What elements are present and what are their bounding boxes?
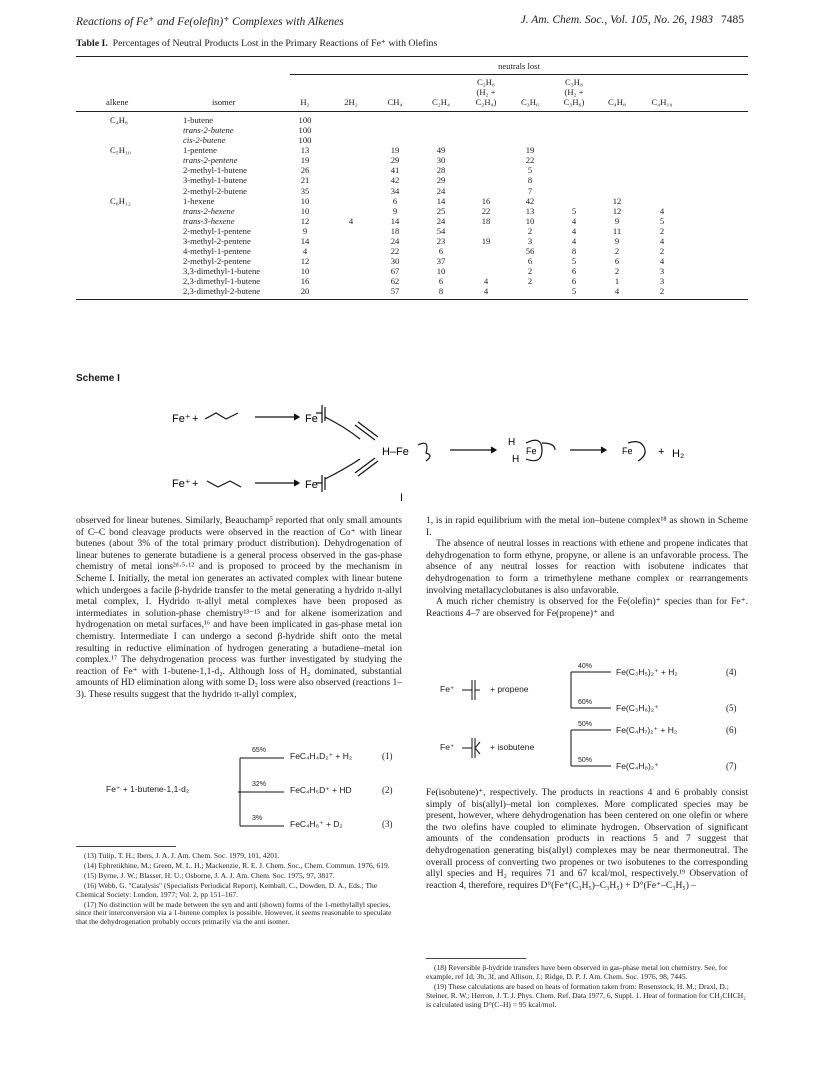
value-cell: 3	[659, 276, 665, 287]
value-cell: 35	[300, 185, 310, 196]
value-cell: 4	[571, 225, 577, 236]
fe-ion-top: Fe⁺	[172, 413, 191, 425]
value-cell: 13	[300, 145, 310, 156]
value-cell: 9	[302, 225, 308, 236]
body-right-continuation	[426, 788, 748, 892]
equation-number: (1)	[382, 751, 393, 761]
isomer-cell: 3-methyl-1-butene	[183, 175, 247, 186]
value-cell: 3	[659, 266, 665, 277]
footnote: (13) Tulip, T. H.; Ibers, J. A. J. Am. Chem. Soc. 1979, 101, 4201.	[84, 851, 280, 860]
value-cell: 4	[571, 235, 577, 246]
reactant-label: Fe⁺ + 1-butene-1,1-d₂	[106, 784, 190, 794]
fe-ion-label: Fe⁺	[440, 684, 455, 694]
plus-sign-bottom: +	[192, 478, 199, 490]
alkene-cell: C₆H₁₂	[110, 195, 131, 206]
branch-percent: 65%	[252, 747, 267, 754]
value-cell: 2	[659, 225, 665, 236]
branch-product: Fe(C₃H₅)₂⁺ + H₂	[616, 667, 678, 677]
value-cell: 54	[436, 225, 446, 236]
value-cell: 7	[527, 185, 533, 196]
value-cell: 29	[390, 155, 400, 166]
value-cell: 2	[527, 266, 533, 277]
footnote: (19) These calculations are based on heats of formation taken from: Rosenstock, H. M.; Draxl, D.; Steiner, R. W.; Herron, J. T. J. Phys. Chem. Ref. Data 1977, 6, Suppl. 1. Heat of formation for CH₃CHCH₂ is calculated using D°(C–H) = 95 kcal/mol.	[426, 981, 746, 1009]
isomer-cell: 2-methyl-2-pentene	[183, 256, 251, 267]
column-header: (H₂ +	[476, 87, 496, 97]
equation-number: (2)	[382, 785, 393, 795]
equation-number: (5)	[726, 703, 737, 713]
body-left-column	[76, 516, 402, 702]
value-cell: 30	[436, 155, 446, 166]
value-cell: 4	[659, 256, 665, 267]
value-cell: 6	[438, 276, 444, 287]
isomer-cell: 2-methyl-1-butene	[183, 165, 247, 176]
scheme-diagram	[150, 395, 710, 510]
value-cell: 37	[436, 256, 446, 267]
branch-percent: 50%	[578, 757, 593, 764]
isomer-cell: 1-butene	[183, 115, 214, 125]
isomer-cell: 4-methyl-1-pentene	[183, 246, 251, 257]
plus-sign-end: +	[658, 446, 665, 458]
value-cell: 42	[390, 175, 400, 186]
isomer-cell: 3-methyl-2-pentene	[183, 235, 251, 246]
butene-1-structure	[205, 413, 238, 419]
page-number: 7485	[721, 14, 744, 26]
value-cell: 4	[571, 215, 577, 226]
value-cell: 2	[527, 276, 533, 287]
value-cell: 34	[390, 185, 400, 196]
column-header: C₃H₆	[521, 97, 539, 107]
value-cell: 62	[390, 276, 400, 287]
fe-ion-bottom: Fe⁺	[172, 478, 191, 490]
alkene-cell: C₄H₈	[110, 115, 128, 125]
body-paragraph: 1, is in rapid equilibrium with the metal ion–butene complex¹⁸ as shown in Scheme I.	[426, 516, 748, 538]
value-cell: 3	[527, 235, 533, 246]
value-cell: 12	[300, 215, 310, 226]
footnote: (14) Ephretikhine, M.; Green, M. L. H.; Mackenzie, R. E. J. Chem. Soc., Chem. Commun. 1976, 619.	[84, 860, 390, 870]
alkene-cell: C₅H₁₀	[110, 145, 131, 156]
column-header: C₃H₈	[565, 77, 583, 87]
branch-percent: 40%	[578, 663, 593, 670]
isomer-cell: trans-3-hexene	[183, 215, 235, 226]
isomer-cell: 2,3-dimethyl-1-butene	[183, 276, 261, 287]
value-cell: 8	[571, 246, 577, 257]
fe-label-mid: Fe	[526, 446, 537, 456]
value-cell: 21	[300, 175, 310, 186]
value-cell: 14	[436, 195, 446, 206]
branch-product: FeC₄H₅D⁺ + HD	[290, 785, 352, 795]
value-cell: 14	[390, 215, 400, 226]
value-cell: 22	[481, 205, 491, 216]
isomer-cell: 2-methyl-1-pentene	[183, 225, 251, 236]
footnote: (18) Reversible β-hydride transfers have been observed in gas-phase metal ion chemistry. See, for example, ref 1d, 3b, 3f, and Allison, J.; Ridge, D. P. J. Am. Chem. Soc. 1976, 98, 7445.	[426, 963, 728, 981]
branch-percent: 3%	[252, 815, 263, 822]
branch-product: Fe(C₄H₈)₂⁺	[616, 761, 659, 771]
reactions-1-3	[76, 740, 402, 840]
column-header: C₄H₁₀	[651, 97, 673, 107]
equation-number: (3)	[382, 819, 393, 829]
value-cell: 6	[571, 276, 577, 287]
value-cell: 13	[525, 205, 535, 216]
column-header: C₂H₆	[477, 77, 495, 87]
value-cell: 5	[571, 256, 577, 267]
footnote: (15) Byrne, J. W.; Blasser, H. U.; Osborne, J. A. J. Am. Chem. Soc. 1975, 97, 3817.	[84, 870, 335, 880]
table-rule	[76, 111, 748, 112]
reactions-4-7-lines	[426, 660, 748, 780]
branch-product: Fe(C₄H₇)₂⁺ + H₂	[616, 725, 678, 735]
value-cell: 8	[527, 175, 533, 186]
footnote-rule-left	[76, 846, 176, 847]
branch-percent: 60%	[578, 699, 593, 706]
value-cell: 4	[614, 286, 620, 297]
value-cell: 8	[438, 286, 444, 297]
body-right-column	[426, 516, 748, 620]
reagent-isobutene: + isobutene	[490, 742, 535, 752]
value-cell: 6	[438, 246, 444, 257]
value-cell: 16	[300, 276, 310, 287]
isomer-cell: 1-hexene	[183, 195, 215, 206]
footnote: (16) Webb, G. "Catalysis" (Specialists Periodical Report), Kemball, C., Dowden, D. A., Eds.; The Chemical Society: London, 1977; Vol. 2, pp 151–167.	[76, 880, 378, 899]
column-header: C₄H₈	[608, 97, 626, 107]
value-cell: 1	[614, 276, 620, 287]
butene-2-structure	[207, 481, 241, 487]
value-cell: 10	[525, 215, 535, 226]
value-cell: 9	[614, 235, 620, 246]
branch-lines	[238, 748, 288, 834]
value-cell: 16	[481, 195, 491, 206]
value-cell: 18	[390, 225, 400, 236]
value-cell: 9	[392, 205, 398, 216]
value-cell: 29	[436, 175, 446, 186]
table-label: Table I.	[76, 38, 108, 49]
value-cell: 18	[481, 215, 491, 226]
isomer-cell: trans-2-butene	[183, 125, 234, 136]
value-cell: 23	[436, 235, 446, 246]
h-fe-label: H–Fe	[382, 446, 409, 458]
body-paragraph: observed for linear butenes. Similarly, Beauchamp⁵ reported that only small amounts of C–C bond cleavage products were observed in the reaction of Co⁺ with linear butenes (about 3% of the total primary product distribution). Dehydrogenation of linear butenes to generate butadiene is a general process observed in the gas-phase chemistry of metal ions²ᵈ·⁵·¹² and is proposed to proceed by the mechanism in Scheme I. Initially, the metal ion generates an activated complex with linear butene which undergoes a facile β-hydride transfer to the metal generating a hydrido π-allyl metal complex, I. Hydrido π-allyl metal complexes have been proposed as intermediates in solution-phase chemistry¹³⁻¹⁵ and for alkene isomerization and hydrogenation on metal surfaces,¹⁶ and have been implicated in gas-phase metal ion chemistry. Intermediate I can undergo a second β-hydride shift onto the metal resulting in reductive elimination of hydrogen generating a butadiene–metal ion complex.¹⁷ The dehydrogenation process was further investigated by studying the reaction of Fe⁺ with 1-butene-1,1-d₂. Although loss of H₂ dominated, substantial amounts of HD elimination along with some D₂ loss were also observed (reactions 1–3). These results suggest that the hydrido π-allyl complex,	[76, 516, 402, 700]
column-header-isomer: isomer	[212, 97, 236, 107]
h-label-1: H	[508, 437, 516, 448]
value-cell: 22	[525, 155, 535, 166]
neutrals-lost-header: neutrals lost	[498, 61, 540, 71]
reagent-propene: + propene	[490, 684, 529, 694]
value-cell: 10	[436, 266, 446, 277]
value-cell: 22	[390, 246, 400, 257]
value-cell: 2	[659, 286, 665, 297]
value-cell: 4	[348, 215, 354, 226]
isomer-cell: trans-2-pentene	[183, 155, 238, 166]
column-header: CH₄	[387, 97, 403, 107]
value-cell: 41	[390, 165, 400, 176]
value-cell: 100	[298, 115, 312, 125]
column-header: (H₂ +	[564, 87, 584, 97]
fe-label-top: Fe	[305, 413, 318, 425]
value-cell: 42	[525, 195, 535, 206]
value-cell: 57	[390, 286, 400, 297]
table-rule	[290, 74, 748, 75]
equation-number: (4)	[726, 667, 737, 677]
value-cell: 24	[436, 185, 446, 196]
value-cell: 6	[527, 256, 533, 267]
value-cell: 19	[525, 145, 535, 156]
value-cell: 100	[298, 135, 312, 146]
value-cell: 30	[390, 256, 400, 267]
fe-label-bottom: Fe	[305, 479, 318, 491]
table-rule	[76, 56, 748, 57]
value-cell: 2	[527, 225, 533, 236]
value-cell: 6	[571, 266, 577, 277]
isomer-cell: 2,3-dimethyl-2-butene	[183, 286, 261, 297]
isomer-cell: trans-2-hexene	[183, 205, 235, 216]
footnote-rule-right	[426, 958, 526, 959]
value-cell: 26	[300, 165, 310, 176]
value-cell: 12	[612, 205, 622, 216]
value-cell: 9	[614, 215, 620, 226]
value-cell: 56	[525, 246, 535, 257]
value-cell: 11	[612, 225, 622, 236]
reactions-4-7	[426, 660, 748, 780]
journal-citation: J. Am. Chem. Soc., Vol. 105, No. 26, 1983	[520, 14, 713, 26]
value-cell: 5	[527, 165, 533, 176]
plus-sign-top: +	[192, 413, 199, 425]
value-cell: 67	[390, 266, 400, 277]
branch-product: FeC₄H₆⁺ + D₂	[290, 819, 343, 829]
equation-number: (7)	[726, 761, 737, 771]
butene-complex-bottom	[325, 459, 360, 479]
branch-percent: 50%	[578, 721, 593, 728]
column-header: C₂H₄)	[475, 97, 497, 107]
value-cell: 2	[614, 246, 620, 257]
branch-product: FeC₄H₄D₂⁺ + H₂	[290, 751, 353, 761]
branch-product: Fe(C₃H₆)₂⁺	[616, 703, 659, 713]
column-header: C₃H₆)	[563, 97, 585, 107]
value-cell: 24	[390, 235, 400, 246]
value-cell: 25	[436, 205, 446, 216]
fe-label-end: Fe	[622, 446, 633, 456]
running-header-title: Reactions of Fe⁺ and Fe(olefin)⁺ Complexes with Alkenes	[76, 16, 344, 28]
column-header: 2H₂	[344, 97, 358, 107]
value-cell: 20	[300, 286, 310, 297]
value-cell: 5	[659, 215, 665, 226]
value-cell: 14	[300, 235, 310, 246]
isomer-cell: 1-pentene	[183, 145, 217, 156]
running-header-journal	[521, 14, 744, 26]
body-paragraph: The absence of neutral losses in reactions with ethene and propene indicates that dehydrogenation to form ethyne, propyne, or allene is an unfavorable process. The absence of any neutral losses for reaction with isobutene indicates that dehydrogenation to form a trimethylene methane complex or rearrangements involving metallacyclobutanes is also unfavorable.	[426, 539, 748, 596]
h2-product: H₂	[672, 448, 685, 460]
body-paragraph: Fe(isobutene)⁺, respectively. The products in reactions 4 and 6 probably consist simply of bis(allyl)–metal ion complexes. More complicated species may be present, however, where dehydrogenation has been centered on one olefin or where the two olefins have coupled to eliminate hydrogen. Observation of significant amounts of the condensation products in reactions 5 and 7 suggest that dehydrogenation generating bis(allyl) complexes may be near thermoneutral. The overall process of converting two propenes or two isobutenes to the corresponding allyl species and H₂ requires 71 and 67 kcal/mol, respectively.¹⁹ Observation of reaction 4, therefore, requires D°(Fe⁺(C₃H₅)–C₃H₅) + D°(Fe⁺–C₃H₅) –	[426, 788, 748, 891]
butene-complex-top	[325, 417, 360, 439]
value-cell: 10	[300, 195, 310, 206]
footnotes-left	[76, 852, 402, 928]
isomer-cell: cis-2-butene	[183, 135, 226, 146]
value-cell: 4	[302, 246, 308, 257]
h-label-2: H	[512, 454, 520, 465]
branch-percent: 32%	[252, 781, 267, 788]
value-cell: 100	[298, 125, 312, 136]
footnote: (17) No distinction will be made between the syn and anti (shown) forms of the 1-methylallyl species, since their interconversion via a 1-butene complex is possible. However, it seems reasonable to speculate that the dehydrogenation probably occurs primarily via the anti isomer.	[76, 899, 392, 927]
fe-ion-label: Fe⁺	[440, 742, 455, 752]
table-rule	[76, 299, 748, 300]
table-caption-text: Percentages of Neutral Products Lost in the Primary Reactions of Fe⁺ with Olefins	[112, 38, 438, 49]
body-paragraph: A much richer chemistry is observed for the Fe(olefin)⁺ species than for Fe⁺. Reactions 4–7 are observed for Fe(propene)⁺ and	[426, 597, 748, 619]
equation-number: (6)	[726, 725, 737, 735]
value-cell: 5	[571, 205, 577, 216]
value-cell: 19	[481, 235, 491, 246]
scheme-title: Scheme I	[76, 373, 120, 384]
table-caption	[76, 38, 437, 49]
intermediate-label-I: I	[400, 492, 404, 504]
footnotes-right	[426, 964, 748, 1011]
value-cell: 4	[483, 276, 489, 287]
value-cell: 2	[659, 246, 665, 257]
value-cell: 4	[659, 235, 665, 246]
value-cell: 49	[436, 145, 446, 156]
value-cell: 10	[300, 205, 310, 216]
isomer-cell: 2-methyl-2-butene	[183, 185, 247, 196]
column-header: C₂H₄	[432, 97, 450, 107]
column-header-alkene: alkene	[106, 97, 129, 107]
value-cell: 6	[614, 256, 620, 267]
value-cell: 5	[571, 286, 577, 297]
value-cell: 12	[300, 256, 310, 267]
value-cell: 24	[436, 215, 446, 226]
isomer-cell: 3,3-dimethyl-1-butene	[183, 266, 261, 277]
value-cell: 12	[612, 195, 622, 206]
value-cell: 10	[300, 266, 310, 277]
hydrido-allyl-structure	[418, 443, 430, 461]
value-cell: 19	[300, 155, 310, 166]
value-cell: 28	[436, 165, 446, 176]
value-cell: 4	[483, 286, 489, 297]
value-cell: 2	[614, 266, 620, 277]
column-header: H₂	[300, 97, 310, 107]
value-cell: 19	[390, 145, 400, 156]
value-cell: 4	[659, 205, 665, 216]
value-cell: 6	[392, 195, 398, 206]
